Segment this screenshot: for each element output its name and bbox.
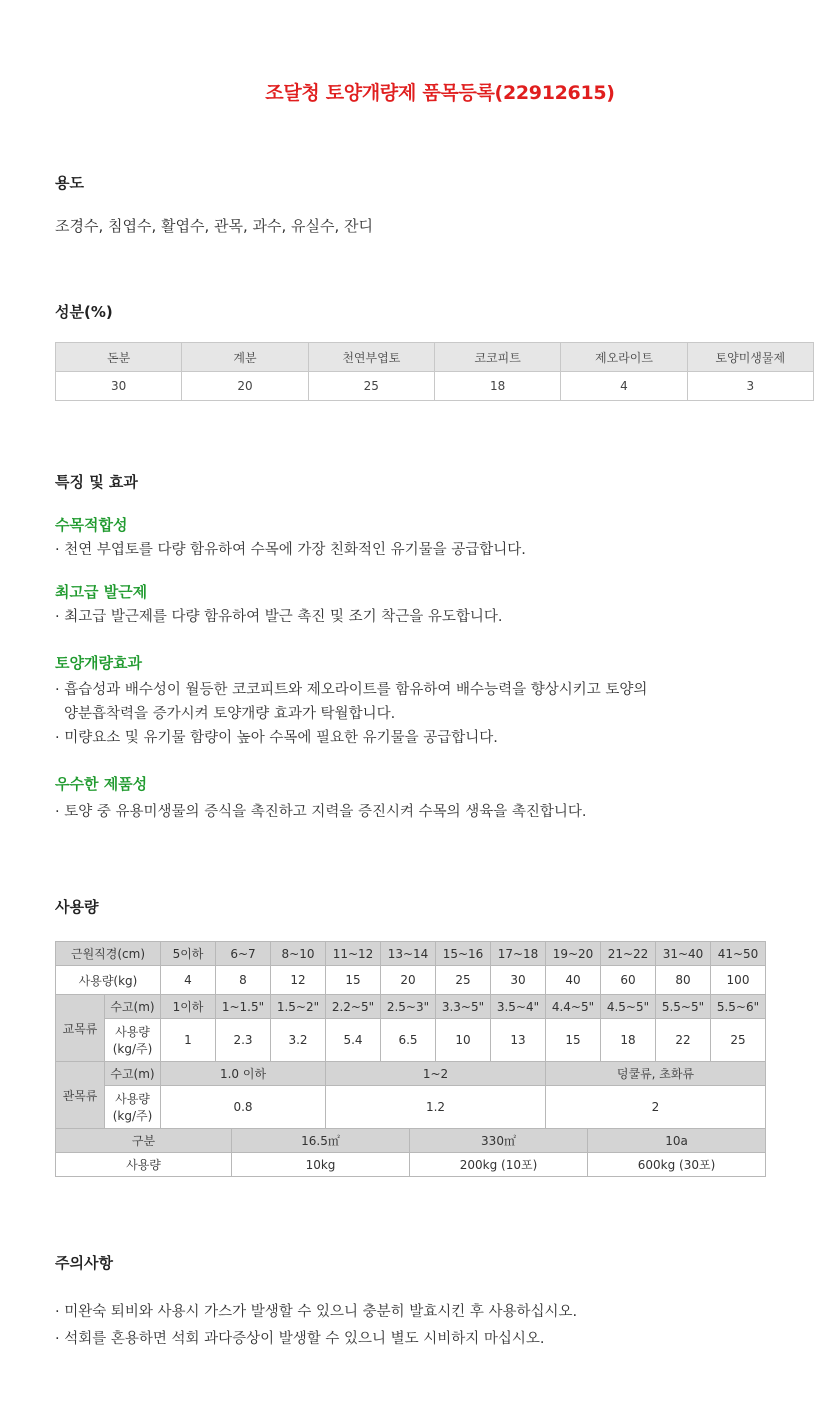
tree-usage-value: 13 bbox=[491, 1019, 546, 1062]
usage-heading: 사용량 bbox=[55, 898, 99, 916]
area-usage-label: 사용량 bbox=[56, 1153, 232, 1177]
tree-height-value: 3.5~4" bbox=[491, 995, 546, 1019]
composition-value: 20 bbox=[182, 372, 308, 401]
tree-usage-value: 10 bbox=[436, 1019, 491, 1062]
root-usage-row bbox=[56, 966, 766, 995]
tree-usage-value: 15 bbox=[546, 1019, 601, 1062]
feature-line: · 최고급 발근제를 다량 함유하여 발근 촉진 및 조기 착근을 유도합니다. bbox=[55, 609, 503, 625]
feature-title: 우수한 제품성 bbox=[55, 775, 148, 793]
tree-usage-row bbox=[56, 1019, 766, 1062]
tree-height-label: 수고(m) bbox=[105, 995, 161, 1019]
tree-height-value: 5.5~6" bbox=[711, 995, 766, 1019]
root-usage-value: 20 bbox=[381, 966, 436, 995]
composition-value-row bbox=[56, 372, 814, 401]
root-diameter-value: 17~18 bbox=[491, 942, 546, 966]
root-usage-value: 60 bbox=[601, 966, 656, 995]
composition-header: 코코피트 bbox=[434, 343, 560, 372]
use-text: 조경수, 침엽수, 활엽수, 관목, 과수, 유실수, 잔디 bbox=[55, 217, 374, 235]
shrub-usage-value: 0.8 bbox=[161, 1086, 326, 1129]
composition-header: 토양미생물제 bbox=[687, 343, 813, 372]
tree-usage-value: 5.4 bbox=[326, 1019, 381, 1062]
composition-header: 제오라이트 bbox=[561, 343, 687, 372]
tree-usage-value: 1 bbox=[161, 1019, 216, 1062]
root-usage-value: 8 bbox=[216, 966, 271, 995]
tree-usage-value: 22 bbox=[656, 1019, 711, 1062]
caution-line: · 석회를 혼용하면 석회 과다증상이 발생할 수 있으니 별도 시비하지 마십시오. bbox=[55, 1331, 545, 1347]
shrub-usage-value: 2 bbox=[546, 1086, 766, 1129]
root-diameter-value: 8~10 bbox=[271, 942, 326, 966]
root-usage-value: 25 bbox=[436, 966, 491, 995]
tree-height-value: 1.5~2" bbox=[271, 995, 326, 1019]
tree-usage-value: 18 bbox=[601, 1019, 656, 1062]
root-diameter-value: 41~50 bbox=[711, 942, 766, 966]
tree-usage-value: 2.3 bbox=[216, 1019, 271, 1062]
composition-header: 천연부엽토 bbox=[308, 343, 434, 372]
shrub-height-label: 수고(m) bbox=[105, 1062, 161, 1086]
root-diameter-value: 19~20 bbox=[546, 942, 601, 966]
composition-heading: 성분(%) bbox=[55, 303, 113, 321]
page-title: 조달청 토양개량제 품목등록(22912615) bbox=[265, 82, 615, 104]
tree-height-value: 4.5~5" bbox=[601, 995, 656, 1019]
composition-header: 계분 bbox=[182, 343, 308, 372]
area-value: 200kg (10포) bbox=[410, 1153, 588, 1177]
feature-line: · 미량요소 및 유기물 함량이 높아 수목에 필요한 유기물을 공급합니다. bbox=[55, 730, 498, 746]
shrub-height-row bbox=[56, 1062, 766, 1086]
root-diameter-value: 31~40 bbox=[656, 942, 711, 966]
tree-height-value: 1이하 bbox=[161, 995, 216, 1019]
caution-heading: 주의사항 bbox=[55, 1254, 113, 1272]
area-header: 16.5㎡ bbox=[232, 1129, 410, 1153]
tree-usage-label: 사용량 (kg/주) bbox=[105, 1019, 161, 1062]
root-usage-label: 사용량(kg) bbox=[56, 966, 161, 995]
composition-value: 3 bbox=[687, 372, 813, 401]
shrub-height-value: 덩쿨류, 초화류 bbox=[546, 1062, 766, 1086]
shrub-height-value: 1.0 이하 bbox=[161, 1062, 326, 1086]
feature-line: 양분흡착력을 증가시켜 토양개량 효과가 탁월합니다. bbox=[64, 706, 396, 722]
shrub-usage-row bbox=[56, 1086, 766, 1129]
root-diameter-value: 6~7 bbox=[216, 942, 271, 966]
feature-line: · 토양 중 유용미생물의 증식을 촉진하고 지력을 증진시켜 수목의 생육을 촉진합니다. bbox=[55, 804, 587, 820]
feature-line: · 흡습성과 배수성이 월등한 코코피트와 제오라이트를 함유하여 배수능력을 향상시키고 토양의 bbox=[55, 682, 648, 698]
root-usage-value: 100 bbox=[711, 966, 766, 995]
tree-height-value: 2.5~3" bbox=[381, 995, 436, 1019]
tree-category-label: 교목류 bbox=[56, 995, 105, 1062]
tree-height-value: 2.2~5" bbox=[326, 995, 381, 1019]
composition-header-row bbox=[56, 343, 814, 372]
root-diameter-value: 5이하 bbox=[161, 942, 216, 966]
composition-value: 25 bbox=[308, 372, 434, 401]
root-diameter-row bbox=[56, 942, 766, 966]
root-usage-value: 4 bbox=[161, 966, 216, 995]
root-usage-value: 30 bbox=[491, 966, 546, 995]
feature-line: · 천연 부엽토를 다량 함유하여 수목에 가장 친화적인 유기물을 공급합니다. bbox=[55, 542, 526, 558]
area-header: 330㎡ bbox=[410, 1129, 588, 1153]
composition-value: 30 bbox=[56, 372, 182, 401]
tree-usage-value: 3.2 bbox=[271, 1019, 326, 1062]
feature-title: 최고급 발근제 bbox=[55, 583, 148, 601]
composition-header: 돈분 bbox=[56, 343, 182, 372]
tree-height-row bbox=[56, 995, 766, 1019]
features-heading: 특징 및 효과 bbox=[55, 473, 138, 491]
root-usage-value: 12 bbox=[271, 966, 326, 995]
root-diameter-value: 21~22 bbox=[601, 942, 656, 966]
root-usage-value: 15 bbox=[326, 966, 381, 995]
shrub-height-value: 1~2 bbox=[326, 1062, 546, 1086]
area-value: 600kg (30포) bbox=[588, 1153, 766, 1177]
root-diameter-value: 11~12 bbox=[326, 942, 381, 966]
root-usage-value: 80 bbox=[656, 966, 711, 995]
area-header-label: 구분 bbox=[56, 1129, 232, 1153]
feature-title: 수목적합성 bbox=[55, 516, 128, 534]
tree-usage-value: 6.5 bbox=[381, 1019, 436, 1062]
area-value: 10kg bbox=[232, 1153, 410, 1177]
root-diameter-value: 13~14 bbox=[381, 942, 436, 966]
tree-usage-value: 25 bbox=[711, 1019, 766, 1062]
tree-height-value: 3.3~5" bbox=[436, 995, 491, 1019]
area-header-row bbox=[56, 1129, 766, 1153]
caution-line: · 미완숙 퇴비와 사용시 가스가 발생할 수 있으니 충분히 발효시킨 후 사용하십시오. bbox=[55, 1304, 578, 1320]
feature-title: 토양개량효과 bbox=[55, 654, 142, 672]
shrub-usage-label: 사용량 (kg/주) bbox=[105, 1086, 161, 1129]
composition-value: 4 bbox=[561, 372, 687, 401]
shrub-usage-value: 1.2 bbox=[326, 1086, 546, 1129]
use-heading: 용도 bbox=[55, 174, 84, 192]
composition-table bbox=[55, 342, 814, 401]
composition-value: 18 bbox=[434, 372, 560, 401]
tree-height-value: 4.4~5" bbox=[546, 995, 601, 1019]
root-usage-value: 40 bbox=[546, 966, 601, 995]
tree-height-value: 5.5~5" bbox=[656, 995, 711, 1019]
tree-height-value: 1~1.5" bbox=[216, 995, 271, 1019]
root-diameter-label: 근원직경(cm) bbox=[56, 942, 161, 966]
shrub-category-label: 관목류 bbox=[56, 1062, 105, 1129]
area-header: 10a bbox=[588, 1129, 766, 1153]
area-value-row bbox=[56, 1153, 766, 1177]
area-usage-table bbox=[55, 1128, 766, 1177]
usage-table bbox=[55, 941, 766, 1129]
root-diameter-value: 15~16 bbox=[436, 942, 491, 966]
